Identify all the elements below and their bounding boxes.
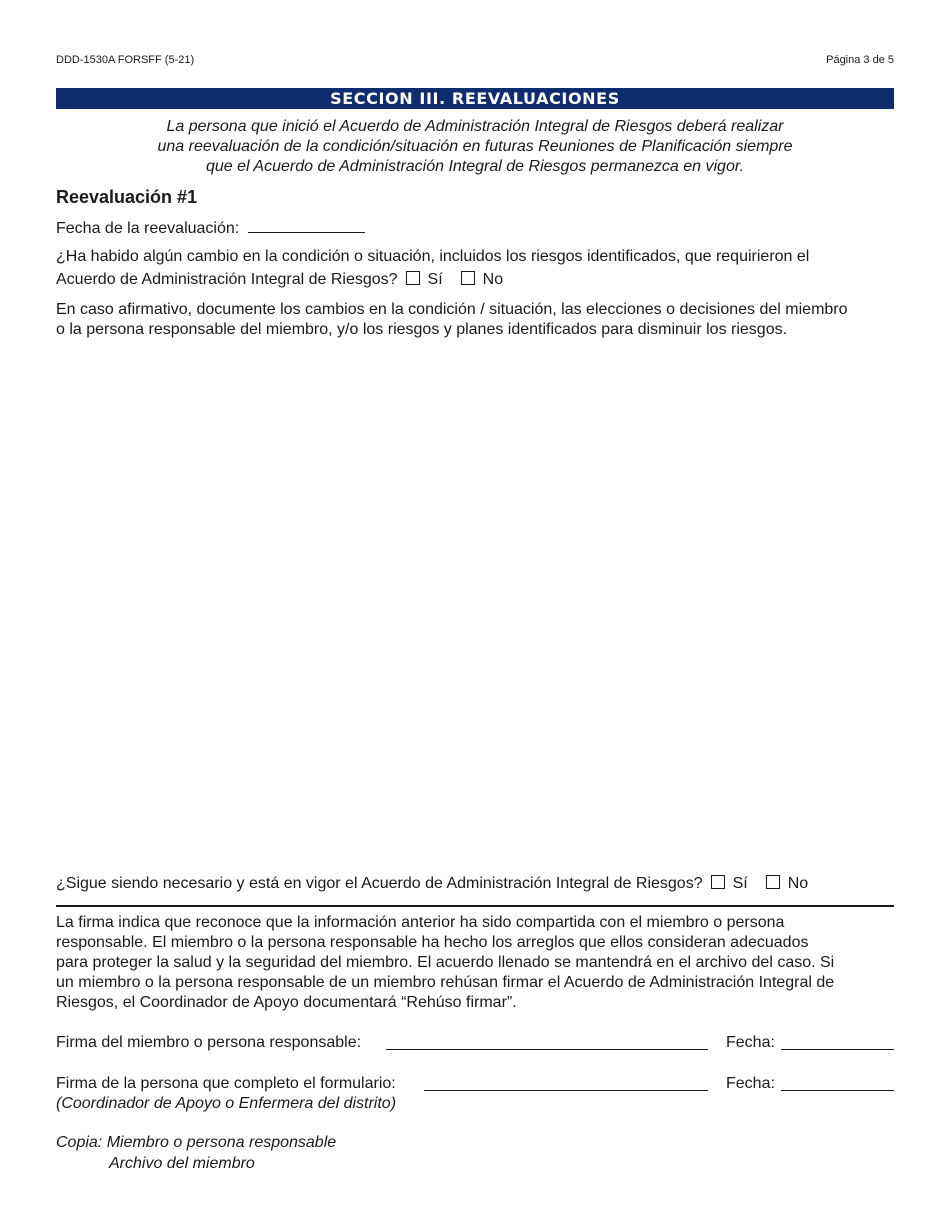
document-instructions bbox=[56, 300, 896, 340]
section-title: SECCION III. REEVALUACIONES bbox=[56, 88, 894, 109]
change-question bbox=[56, 247, 896, 290]
documentation-area[interactable] bbox=[56, 350, 894, 860]
intro-line-1: La persona que inició el Acuerdo de Administración Integral de Riesgos deberá realizar bbox=[166, 118, 784, 135]
intro-line-3: que el Acuerdo de Administración Integral de Riesgos permanezca en vigor. bbox=[205, 158, 745, 175]
page-number: Página 3 de 5 bbox=[826, 54, 894, 66]
member-date-label: Fecha: bbox=[726, 1034, 775, 1051]
signature-notice-line-2: responsable. El miembro o la persona responsable ha hecho los arreglos que ellos consideran adecuados bbox=[56, 934, 809, 951]
completer-date-label: Fecha: bbox=[726, 1075, 775, 1092]
completer-signature-field[interactable] bbox=[424, 1090, 708, 1091]
change-question-line-1: ¿Ha habido algún cambio en la condición o situación, incluidos los riesgos identificados, que requirieron el bbox=[56, 248, 810, 265]
member-signature-label: Firma del miembro o persona responsable: bbox=[56, 1034, 362, 1051]
change-question-line-2: Acuerdo de Administración Integral de Riesgos? bbox=[56, 271, 398, 288]
form-id: DDD-1530A FORSFF (5-21) bbox=[56, 54, 195, 66]
completer-signature-label: Firma de la persona que completo el formulario: bbox=[56, 1075, 396, 1092]
copy-line-1: Copia: Miembro o persona responsable bbox=[56, 1134, 337, 1151]
signature-notice bbox=[56, 913, 896, 1013]
intro-line-2: una reevaluación de la condición/situación en futuras Reuniones de Planificación siempre bbox=[157, 138, 793, 155]
signature-notice-line-5: Riesgos, el Coordinador de Apoyo documentará “Rehúso firmar”. bbox=[56, 994, 517, 1011]
change-question-line-2-row bbox=[56, 270, 896, 290]
still-needed-text: ¿Sigue siendo necesario y está en vigor el Acuerdo de Administración Integral de Riesgos? bbox=[56, 875, 703, 892]
completer-note: (Coordinador de Apoyo o Enfermera del distrito) bbox=[56, 1095, 397, 1112]
change-no-checkbox[interactable] bbox=[461, 271, 475, 285]
still-needed-yes-label: Sí bbox=[732, 875, 748, 892]
signature-notice-line-4: un miembro o la persona responsable de un miembro rehúsan firmar el Acuerdo de Administración Integral de bbox=[56, 974, 835, 991]
member-date-field[interactable] bbox=[781, 1049, 894, 1050]
document-instructions-line-1: En caso afirmativo, documente los cambios en la condición / situación, las elecciones o decisiones del miembro bbox=[56, 301, 848, 318]
member-signature-field[interactable] bbox=[386, 1049, 708, 1050]
reeval-date-row bbox=[56, 218, 365, 239]
section-divider bbox=[56, 905, 894, 907]
still-needed-yes-checkbox[interactable] bbox=[711, 875, 725, 889]
change-no-label: No bbox=[482, 271, 504, 288]
reeval-date-label: Fecha de la reevaluación: bbox=[56, 220, 240, 237]
still-needed-no-label: No bbox=[787, 875, 809, 892]
signature-notice-line-3: para proteger la salud y la seguridad del miembro. El acuerdo llenado se mantendrá en el archivo del caso. Si bbox=[56, 954, 835, 971]
reeval-date-field[interactable] bbox=[248, 218, 365, 233]
signature-notice-line-1: La firma indica que reconoce que la información anterior ha sido compartida con el miembro o persona bbox=[56, 914, 785, 931]
change-yes-checkbox[interactable] bbox=[406, 271, 420, 285]
still-needed-no-checkbox[interactable] bbox=[766, 875, 780, 889]
section-intro bbox=[56, 117, 894, 177]
change-yes-label: Sí bbox=[427, 271, 443, 288]
completer-date-field[interactable] bbox=[781, 1090, 894, 1091]
reeval-heading: Reevaluación #1 bbox=[56, 187, 198, 207]
copy-line-2: Archivo del miembro bbox=[109, 1155, 255, 1172]
still-needed-question bbox=[56, 874, 808, 894]
document-instructions-line-2: o la persona responsable del miembro, y/o los riesgos y planes identificados para disminuir los riesgos. bbox=[56, 321, 788, 338]
